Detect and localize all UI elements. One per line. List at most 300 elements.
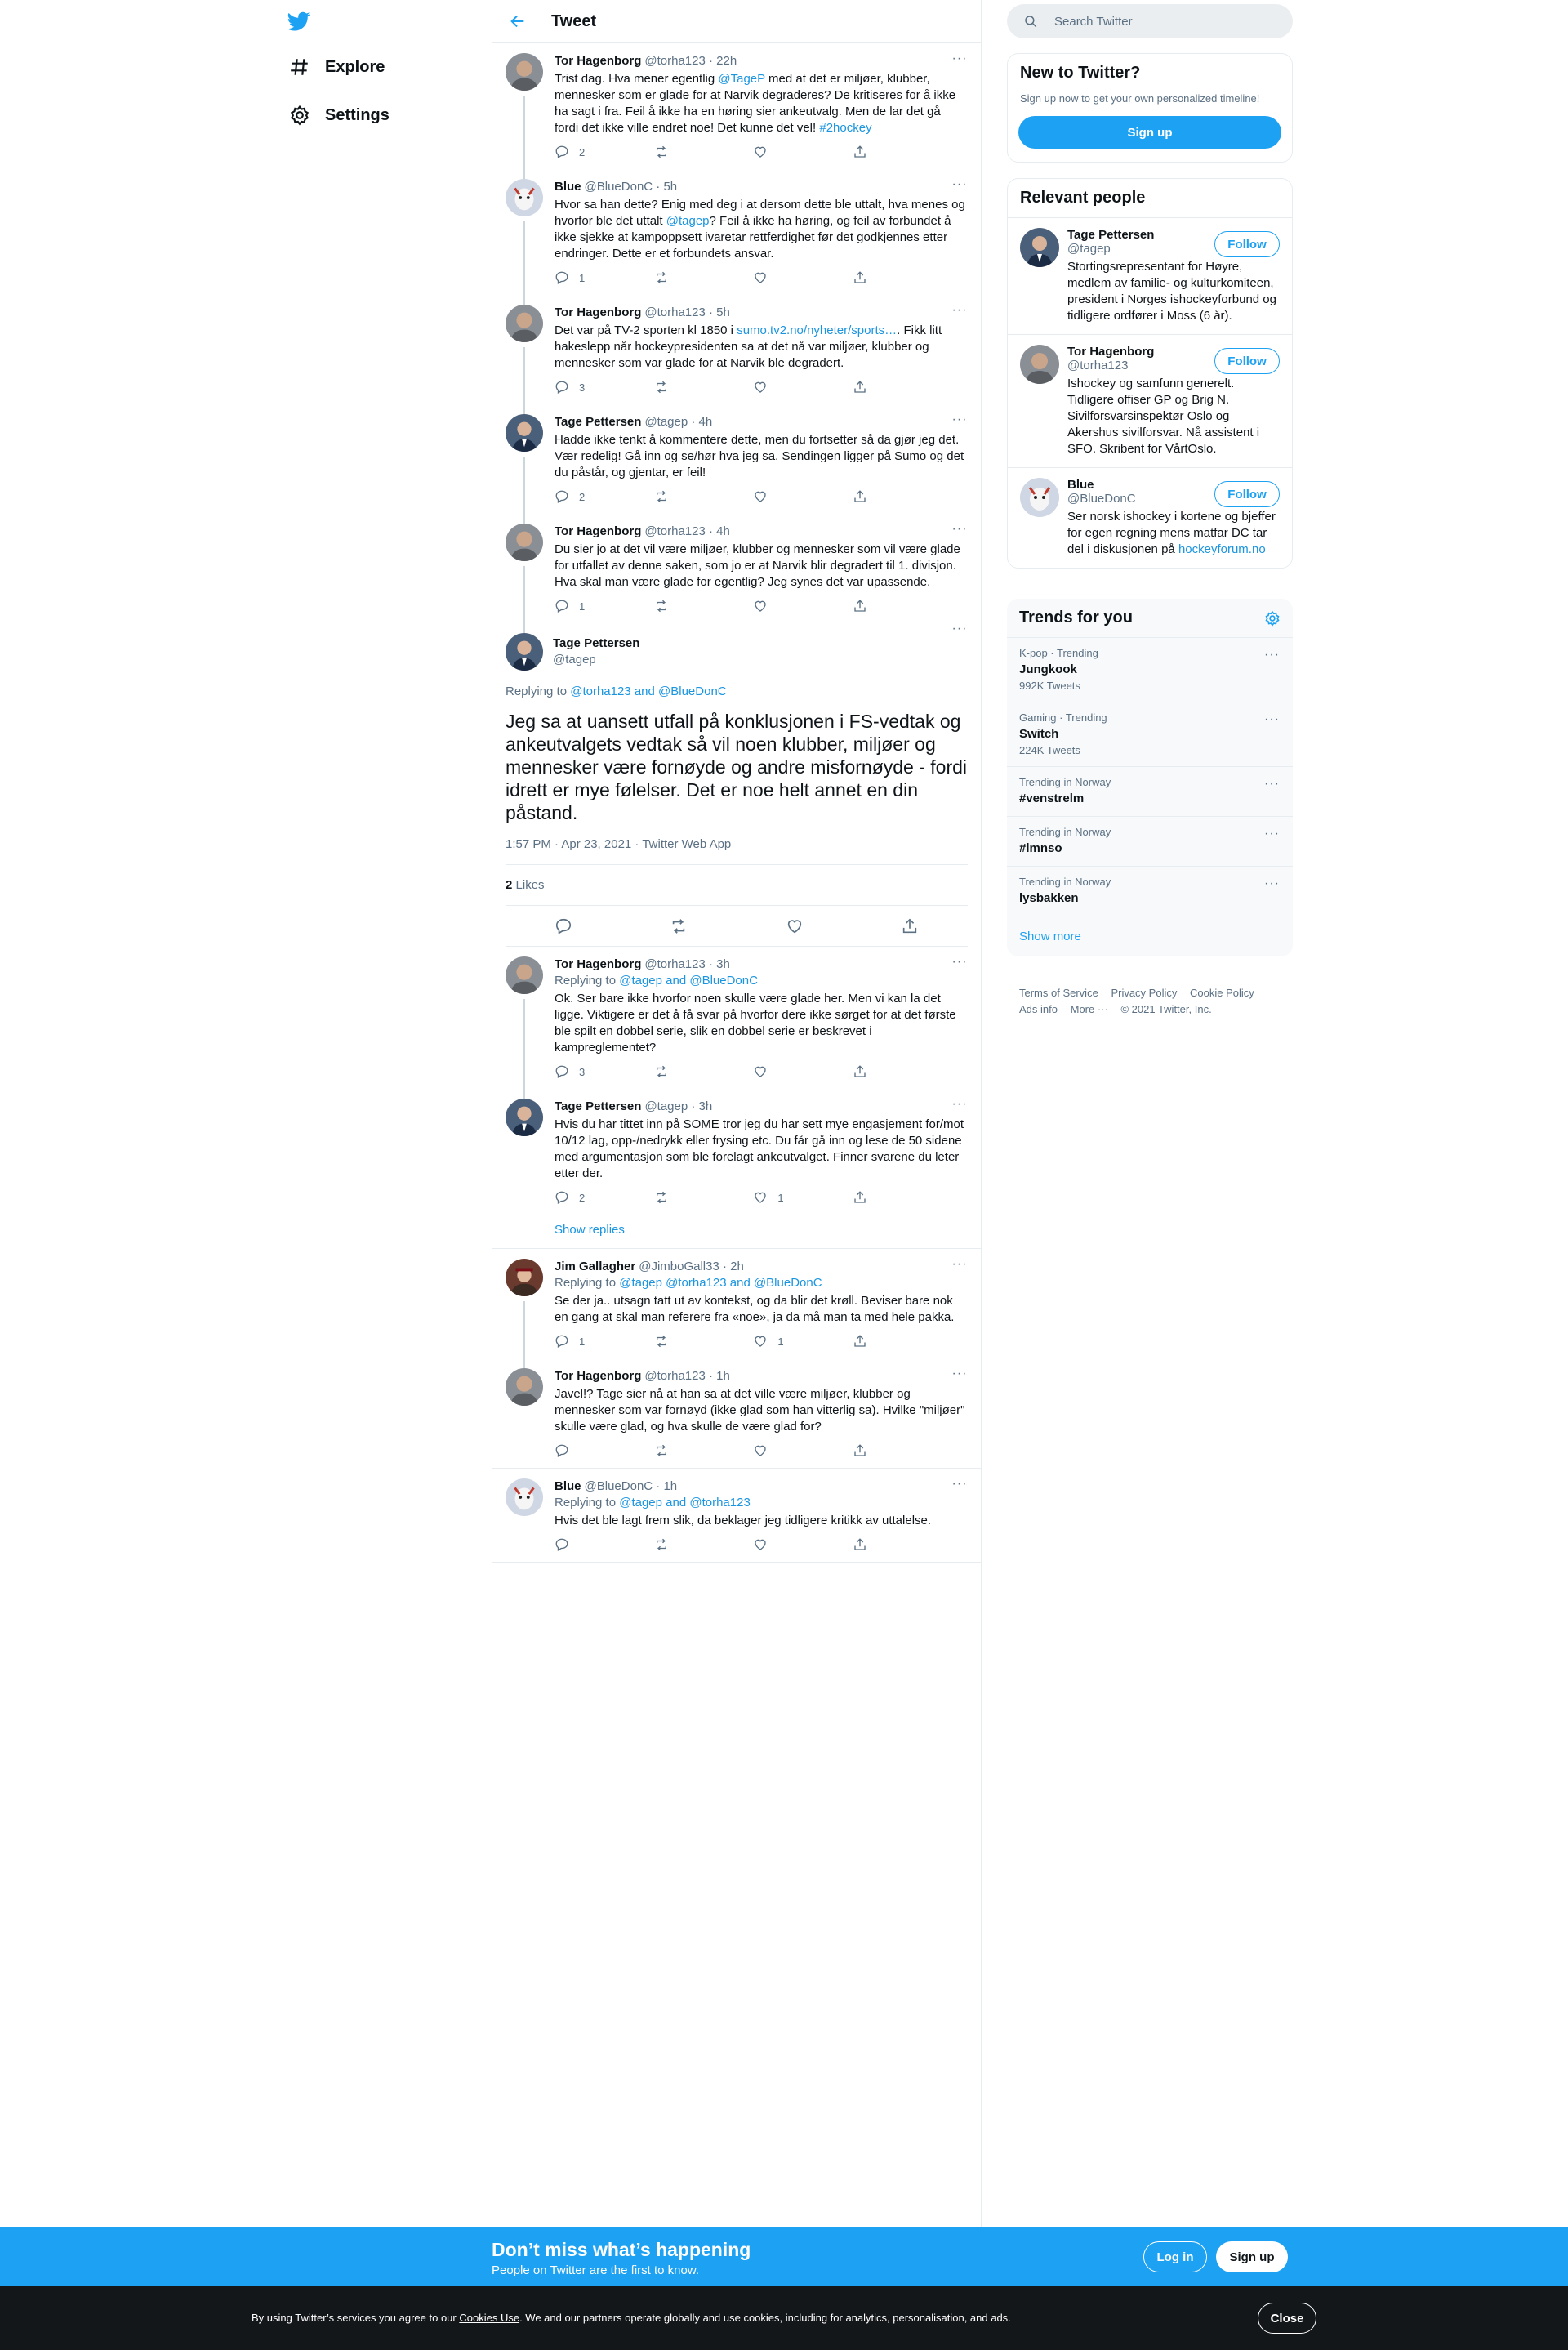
like-icon <box>753 1190 768 1205</box>
author-name[interactable]: Tor Hagenborg <box>555 1369 642 1383</box>
avatar[interactable] <box>506 414 543 452</box>
share-icon <box>853 1064 867 1079</box>
trend-name: lysbakken <box>1019 891 1079 905</box>
tweet-text-part: med at det er miljøer, klubber, mennesker som er glade for at Narvik degraderes? De kritiseres for å ikke ha sagt i fra. Feil å ikke ha en høring sier ankeutvalg. Men de lar det gå fordi det ikke ville endret noe! Det kunne det vel! <box>555 72 956 135</box>
like-button[interactable] <box>753 1334 802 1349</box>
person-bio-text: Ser norsk ishockey i kortene og bjeffer for egen regning mens matfar DC tar del i diskusjonen på <box>1067 510 1276 556</box>
more-options-icon[interactable]: ··· <box>951 51 968 65</box>
tweet-text: Se der ja.. utsagn tatt ut av kontekst, og da blir det krøll. Beviser bare nok en gang at skal man referere fra «noe», ja da må man ta med hele pakka. <box>555 1294 955 1324</box>
tweet-time[interactable]: · 1h <box>709 1369 730 1383</box>
replying-to <box>506 684 968 700</box>
share-button[interactable] <box>853 1064 902 1079</box>
like-button[interactable] <box>753 1064 802 1079</box>
reply-icon <box>555 1064 569 1079</box>
trends-card <box>1007 599 1293 956</box>
trend-meta: Gaming · Trending <box>1019 711 1107 724</box>
reply-count: 1 <box>579 1335 586 1348</box>
retweet-icon <box>654 1334 669 1349</box>
more-options-icon[interactable]: ··· <box>951 522 968 536</box>
search-input[interactable] <box>1007 4 1293 38</box>
tweet-header <box>555 524 968 540</box>
more-options-icon[interactable]: ··· <box>1264 876 1280 890</box>
like-icon <box>753 489 768 504</box>
tweet-header <box>555 1368 968 1385</box>
new-to-twitter-subtitle: Sign up now to get your own personalized timeline! <box>1020 92 1260 105</box>
retweet-icon <box>654 489 669 504</box>
like-icon[interactable] <box>786 917 804 935</box>
avatar[interactable] <box>506 1478 543 1516</box>
sidebar-signup-button[interactable]: Sign up <box>1018 116 1281 149</box>
share-icon <box>853 1190 867 1205</box>
search-placeholder: Search Twitter <box>1054 14 1133 29</box>
trend-count: 224K Tweets <box>1019 744 1080 756</box>
person-name[interactable]: Blue <box>1067 478 1094 492</box>
more-options-icon[interactable]: ··· <box>951 1367 968 1380</box>
tweet[interactable] <box>492 404 981 514</box>
trend-meta: Trending in Norway <box>1019 776 1111 788</box>
person-bio-text: Stortingsrepresentant for Høyre, medlem av familie- og kulturkomiteen, president i Norges ishockeyforbund og tidligere ordfører i Moss (6 år). <box>1067 260 1276 323</box>
tweet-text <box>555 432 968 481</box>
tweet-actions <box>555 1443 902 1458</box>
reply-count: 3 <box>579 381 586 394</box>
footer-links <box>1019 985 1264 1018</box>
author-handle[interactable]: @torha123 <box>644 305 706 319</box>
login-button[interactable]: Log in <box>1143 2241 1207 2272</box>
author-name[interactable]: Tor Hagenborg <box>555 957 642 971</box>
relevant-people-card <box>1007 178 1293 569</box>
reply-icon <box>555 489 569 504</box>
reply-count: 1 <box>579 271 586 284</box>
signup-button[interactable]: Sign up <box>1216 2241 1288 2272</box>
tweet-time[interactable]: · 4h <box>709 524 730 538</box>
tweet-text-part: Det var på TV-2 sporten kl 1850 i <box>555 323 737 337</box>
author-handle[interactable]: @JimboGall33 <box>639 1260 719 1273</box>
reply-count: 1 <box>579 600 586 613</box>
retweet-icon <box>654 1443 669 1458</box>
thread-line <box>523 96 525 179</box>
share-button[interactable] <box>853 1537 902 1552</box>
follow-button[interactable]: Follow <box>1214 348 1280 374</box>
focused-tweet-text: Jeg sa at uansett utfall på konklusjonen i FS-vedtak og ankeutvalgets vedtak så vil noen klubber, miljøer og mennesker være fornøyde og andre misfornøyde - fordi idrett er mye følelser. Det er noe helt annet en din påstand. <box>506 711 968 823</box>
author-handle[interactable]: @BlueDonC <box>584 180 653 194</box>
login-promo-banner <box>0 2227 1568 2286</box>
tweet[interactable] <box>492 43 981 169</box>
show-more-trends-link[interactable]: Show more <box>1007 916 1293 956</box>
reply-count: 2 <box>579 145 586 158</box>
replying-to: Replying to @tagep and @BlueDonC <box>555 974 758 988</box>
reply-icon <box>555 270 569 285</box>
trend-item[interactable] <box>1007 866 1293 916</box>
share-icon <box>853 1334 867 1349</box>
reply-icon <box>555 599 569 613</box>
like-button[interactable] <box>753 1443 802 1458</box>
share-icon <box>853 270 867 285</box>
author-handle[interactable]: @torha123 <box>644 524 706 538</box>
avatar[interactable] <box>506 53 543 91</box>
reply-count: 2 <box>579 490 586 503</box>
more-options-icon[interactable]: ··· <box>1264 827 1280 841</box>
reply-icon <box>555 380 569 395</box>
trend-meta: Trending in Norway <box>1019 826 1111 838</box>
like-button[interactable] <box>753 599 802 613</box>
tweet[interactable] <box>492 169 981 295</box>
share-button[interactable] <box>853 1334 902 1349</box>
avatar[interactable] <box>1020 345 1059 384</box>
reply-button[interactable] <box>555 1334 604 1349</box>
trend-count: 992K Tweets <box>1019 680 1080 692</box>
people-list <box>1008 217 1292 568</box>
retweet-button[interactable] <box>654 489 703 504</box>
tweet-text <box>555 197 968 262</box>
like-icon <box>753 599 768 613</box>
reply-button[interactable] <box>555 1537 604 1552</box>
tweet-text: Javel!? Tage sier nå at han sa at det ville være miljøer, klubber og mennesker som var fornøyd (ikke glad som han vitterlig sa). Hvilke "miljøer" skulle være glad, og hva skulle de være glad for? <box>555 1387 965 1434</box>
like-icon <box>753 145 768 159</box>
terms-link[interactable]: Terms of Service <box>1019 987 1098 999</box>
like-icon <box>753 1064 768 1079</box>
tweet-text: Hvis det ble lagt frem slik, da beklager jeg tidligere kritikk av uttalelse. <box>555 1514 932 1527</box>
author-name[interactable]: Tage Pettersen <box>555 415 642 429</box>
like-icon <box>753 380 768 395</box>
person-handle[interactable]: @BlueDonC <box>1067 492 1136 506</box>
author-name[interactable]: Tor Hagenborg <box>555 305 642 319</box>
back-arrow-icon[interactable] <box>509 12 527 30</box>
replying-to-links[interactable]: @tagep @torha123 and @BlueDonC <box>619 1276 822 1290</box>
thread-above <box>492 43 981 623</box>
cookie-close-button[interactable]: Close <box>1258 2303 1316 2334</box>
person-bio <box>1067 509 1276 558</box>
retweet-button[interactable] <box>654 1443 703 1458</box>
author-handle[interactable]: @tagep <box>553 653 596 667</box>
relevant-person[interactable] <box>1008 334 1292 467</box>
share-button[interactable] <box>853 1190 902 1205</box>
tweet-time[interactable]: · 22h <box>709 54 737 68</box>
tweet-actions <box>555 380 902 395</box>
author-name[interactable]: Jim Gallagher <box>555 1260 636 1273</box>
author-handle[interactable]: @torha123 <box>644 1369 706 1383</box>
cookie-policy-link[interactable]: Cookie Policy <box>1189 987 1254 999</box>
tweet-text-part: . Fikk litt hakeslepp når hockeypresidenten sa at det nå var miljøer, klubber og mennesker som var glade for at Narvik ble degradert. <box>555 323 942 370</box>
person-bio-text: Ishockey og samfunn generelt. Tidligere offiser GP og Brig N. Sivilforsvarsinspektør Oslo og Akershus sivilforsvar. Nå assistent i SFO. Skribent for VårtOslo. <box>1067 377 1260 456</box>
tweet-actions <box>555 270 902 285</box>
author-name[interactable]: Tage Pettersen <box>555 1099 642 1113</box>
author-handle[interactable]: @BlueDonC <box>584 1479 653 1493</box>
reply-button[interactable] <box>555 489 604 504</box>
share-button[interactable] <box>853 270 902 285</box>
share-icon[interactable] <box>901 917 919 935</box>
replying-to-links[interactable]: @tagep and @torha123 <box>619 1496 751 1509</box>
nav-explore[interactable] <box>289 47 385 87</box>
like-button[interactable] <box>753 1190 802 1205</box>
like-icon <box>753 270 768 285</box>
reply-icon <box>555 145 569 159</box>
reply-icon[interactable] <box>555 917 572 935</box>
tweet-header <box>555 1478 968 1495</box>
tweet-actions <box>555 1334 902 1349</box>
like-icon <box>753 1443 768 1458</box>
trend-item[interactable] <box>1007 637 1293 702</box>
tweet-time[interactable]: · 5h <box>709 305 730 319</box>
tweet-time[interactable]: · 4h <box>691 415 713 429</box>
tweet[interactable] <box>492 1469 981 1563</box>
main-column <box>492 0 982 2350</box>
tweet[interactable] <box>492 1249 981 1358</box>
person-bio-link[interactable]: hockeyforum.no <box>1178 542 1266 556</box>
more-options-icon[interactable]: ··· <box>1264 712 1280 726</box>
share-button[interactable] <box>853 1443 902 1458</box>
nav-settings[interactable] <box>289 95 390 136</box>
tweet-text-part: Hadde ikke tenkt å kommentere dette, men du fortsetter så da gjør jeg det. Vær redelig! Gå inn og se/hør hva jeg sa. Sendingen ligger på Sumo og det du påstår, og gjentar, er feil! <box>555 433 964 479</box>
retweet-icon <box>654 1190 669 1205</box>
trend-name: Switch <box>1019 727 1059 741</box>
avatar[interactable] <box>506 179 543 216</box>
retweet-icon[interactable] <box>670 917 688 935</box>
reply-button[interactable] <box>555 380 604 395</box>
tweet-timestamp[interactable]: 1:57 PM · Apr 23, 2021 · Twitter Web App <box>506 837 968 865</box>
tweet-text-part: Du sier jo at det vil være miljøer, klubber og mennesker som vil være glade for utfallet av denne saken, som jo er at Narvik blir degradert til 1. divisjon. Hva skal man være glade for egentlig? Jeg synes det var upassende. <box>555 542 960 589</box>
settings-gear-icon[interactable] <box>1264 610 1281 627</box>
reply-button[interactable] <box>555 1190 604 1205</box>
like-button[interactable] <box>753 145 802 159</box>
like-button[interactable] <box>753 380 802 395</box>
follow-button[interactable]: Follow <box>1214 481 1280 507</box>
tweet-link[interactable]: @tagep <box>666 214 710 228</box>
reply-icon <box>555 1537 569 1552</box>
focused-tweet-header <box>506 633 968 671</box>
author-handle[interactable]: @tagep <box>644 415 688 429</box>
share-icon <box>853 145 867 159</box>
reply-button[interactable] <box>555 270 604 285</box>
likes-label: Likes <box>515 878 545 892</box>
trend-name: Jungkook <box>1019 662 1077 676</box>
tweet[interactable] <box>492 295 981 404</box>
share-icon <box>853 1443 867 1458</box>
author-name[interactable]: Tage Pettersen <box>553 636 640 650</box>
author-handle[interactable]: @tagep <box>644 1099 688 1113</box>
tweet-text <box>555 71 968 136</box>
replying-to: Replying to @tagep and @torha123 <box>555 1496 751 1509</box>
more-options-icon[interactable]: ··· <box>1264 648 1280 662</box>
more-options-icon[interactable]: ··· <box>951 303 968 317</box>
tweet-actions <box>555 599 902 613</box>
tweet-actions <box>555 1537 902 1552</box>
more-options-icon[interactable]: ··· <box>951 1257 968 1271</box>
avatar[interactable] <box>506 1099 543 1136</box>
reply-button[interactable] <box>555 1443 604 1458</box>
share-icon <box>853 380 867 395</box>
tweet-header <box>555 53 968 69</box>
avatar[interactable] <box>506 524 543 561</box>
hashtag-icon <box>289 56 310 78</box>
ads-info-link[interactable]: Ads info <box>1019 1003 1058 1015</box>
relevant-person[interactable] <box>1008 217 1292 334</box>
share-icon <box>853 1537 867 1552</box>
follow-button[interactable]: Follow <box>1214 231 1280 257</box>
cookie-text <box>252 2312 1011 2324</box>
like-button[interactable] <box>753 1537 802 1552</box>
trends-list <box>1007 637 1293 916</box>
retweet-button[interactable] <box>654 1537 703 1552</box>
share-button[interactable] <box>853 489 902 504</box>
tweet[interactable] <box>492 947 981 1089</box>
author-name[interactable]: Blue <box>555 1479 581 1493</box>
tweet-link[interactable]: @TageP <box>718 72 765 86</box>
avatar[interactable] <box>1020 228 1059 267</box>
cookies-use-link[interactable]: Cookies Use <box>459 2312 520 2324</box>
more-options-icon[interactable]: ··· <box>951 1097 968 1111</box>
focused-tweet <box>492 623 981 947</box>
tweet-text: Hvis du har tittet inn på SOME tror jeg du har sett mye engasjement for/mot 10/12 lag, opp-/nedrykk eller frysing etc. Du får gå inn og lese de 50 sidene med argumentasjon som ble forelagt ankeutvalget. Finner svarene du leter etter der. <box>555 1117 964 1180</box>
cookie-banner <box>0 2286 1568 2350</box>
tweet-header <box>555 956 968 973</box>
replying-to: Replying to @tagep @torha123 and @BlueDonC <box>555 1276 822 1290</box>
more-options-icon[interactable]: ··· <box>951 622 968 635</box>
reply-button[interactable] <box>555 145 604 159</box>
promo-title: Don’t miss what’s happening <box>492 2239 751 2260</box>
like-icon <box>753 1334 768 1349</box>
tweet-text-part: Hvor sa han dette? Enig med deg i at dersom dette ble uttalt, hva menes og hvorfor ble det uttalt <box>555 198 965 228</box>
tweet[interactable] <box>492 1358 981 1469</box>
retweet-button[interactable] <box>654 599 703 613</box>
like-button[interactable] <box>753 489 802 504</box>
tweet[interactable] <box>492 514 981 623</box>
more-link[interactable]: More ··· <box>1070 1003 1108 1015</box>
replies-list <box>492 947 981 1563</box>
retweet-button[interactable] <box>654 145 703 159</box>
new-to-twitter-card <box>1007 53 1293 163</box>
reply-count: 3 <box>579 1065 586 1078</box>
cookie-text-before: By using Twitter’s services you agree to our <box>252 2312 460 2324</box>
retweet-icon <box>654 1537 669 1552</box>
avatar[interactable] <box>506 305 543 342</box>
trend-name: #lmnso <box>1019 841 1062 855</box>
relevant-person[interactable] <box>1008 467 1292 568</box>
tweet-time[interactable]: · 2h <box>723 1260 744 1273</box>
tweet-time[interactable]: · 3h <box>709 957 730 971</box>
share-icon <box>853 599 867 613</box>
focused-tweet-actions <box>506 906 968 947</box>
reply-count: 2 <box>579 1191 586 1204</box>
trend-item[interactable] <box>1007 766 1293 816</box>
trend-item[interactable] <box>1007 816 1293 866</box>
reply-icon <box>555 1190 569 1205</box>
avatar[interactable] <box>1020 478 1059 517</box>
twitter-logo-icon[interactable] <box>286 10 312 33</box>
tweet-time[interactable]: · 3h <box>691 1099 713 1113</box>
person-name[interactable]: Tor Hagenborg <box>1067 345 1155 359</box>
share-icon <box>853 489 867 504</box>
gear-icon <box>289 105 310 126</box>
privacy-link[interactable]: Privacy Policy <box>1111 987 1178 999</box>
page-title: Tweet <box>551 11 597 30</box>
share-button[interactable] <box>853 145 902 159</box>
person-bio <box>1067 259 1276 324</box>
author-name[interactable]: Tor Hagenborg <box>555 54 642 68</box>
trend-meta: Trending in Norway <box>1019 876 1111 888</box>
retweet-icon <box>654 599 669 613</box>
main-header <box>492 0 981 43</box>
new-to-twitter-title: New to Twitter? <box>1020 64 1141 82</box>
copyright: © 2021 Twitter, Inc. <box>1120 1003 1212 1015</box>
tweet-text <box>555 323 968 372</box>
show-replies-link[interactable]: Show replies <box>492 1215 981 1249</box>
tweet-actions <box>555 1064 902 1079</box>
author-handle[interactable]: @torha123 <box>644 957 706 971</box>
retweet-button[interactable] <box>654 1064 703 1079</box>
like-button[interactable] <box>753 270 802 285</box>
person-name[interactable]: Tage Pettersen <box>1067 228 1155 242</box>
promo-subtitle: People on Twitter are the first to know. <box>492 2263 700 2277</box>
retweet-button[interactable] <box>654 1334 703 1349</box>
nav-settings-label: Settings <box>325 105 390 124</box>
tweet-text-part: ? Feil å ikke ha høring, og feil av forbundet å ikke sjekke at kampoppsett ivaretar rettferdighet før det godkjennes etter endringer. Dette er et forbundets ansvar. <box>555 214 951 261</box>
more-options-icon[interactable]: ··· <box>1264 777 1280 791</box>
retweet-button[interactable] <box>654 270 703 285</box>
tweet-header <box>555 1259 968 1275</box>
person-handle[interactable]: @torha123 <box>1067 359 1129 372</box>
author-name[interactable]: Tor Hagenborg <box>555 524 642 538</box>
share-button[interactable] <box>853 380 902 395</box>
person-handle[interactable]: @tagep <box>1067 242 1111 256</box>
avatar[interactable] <box>506 1259 543 1296</box>
share-button[interactable] <box>853 599 902 613</box>
reply-button[interactable] <box>555 599 604 613</box>
retweet-button[interactable] <box>654 380 703 395</box>
thread-line <box>523 221 525 305</box>
tweet-text <box>555 542 968 591</box>
tweet-header <box>555 1099 968 1115</box>
retweet-icon <box>654 380 669 395</box>
likes-number: 2 <box>506 878 513 892</box>
avatar[interactable] <box>506 1368 543 1406</box>
replying-to-links[interactable]: @tagep and @BlueDonC <box>619 974 758 988</box>
tweet-header <box>555 305 968 321</box>
retweet-button[interactable] <box>654 1190 703 1205</box>
more-options-icon[interactable]: ··· <box>951 412 968 426</box>
more-options-icon[interactable]: ··· <box>951 177 968 191</box>
tweet[interactable] <box>492 1089 981 1215</box>
tweet-link[interactable]: sumo.tv2.no/nyheter/sports… <box>737 323 898 337</box>
tweet-actions <box>555 489 902 504</box>
tweet-text-part: Trist dag. Hva mener egentlig <box>555 72 719 86</box>
relevant-people-title: Relevant people <box>1020 189 1146 207</box>
more-options-icon[interactable]: ··· <box>951 1477 968 1491</box>
reply-button[interactable] <box>555 1064 604 1079</box>
retweet-icon <box>654 145 669 159</box>
more-options-icon[interactable]: ··· <box>951 955 968 969</box>
tweet-header <box>555 179 968 195</box>
trends-title: Trends for you <box>1019 609 1133 627</box>
cookie-text-after: . We and our partners operate globally and use cookies, including for analytics, personalisation, and ads. <box>519 2312 1011 2324</box>
retweet-icon <box>654 1064 669 1079</box>
author-handle[interactable]: @torha123 <box>644 54 706 68</box>
tweet-time[interactable]: · 1h <box>656 1479 678 1493</box>
like-count: 1 <box>777 1335 784 1348</box>
tweet-link[interactable]: #2hockey <box>819 121 872 135</box>
tweet-time[interactable]: · 5h <box>656 180 678 194</box>
tweet-text: Ok. Ser bare ikke hvorfor noen skulle være glade her. Men vi kan la det ligge. Viktigere er det å få svar på hvorfor dere ikke sørget for at det første ble spilt en dobbel serie, slik en dobbel serie er beskrevet i kampreglementet? <box>555 992 956 1055</box>
retweet-icon <box>654 270 669 285</box>
replying-to-links[interactable]: @torha123 and @BlueDonC <box>570 684 727 698</box>
likes-count[interactable] <box>506 865 968 906</box>
thread-line <box>523 999 525 1099</box>
trend-name: #venstrelm <box>1019 792 1085 805</box>
author-name[interactable]: Blue <box>555 180 581 194</box>
avatar[interactable] <box>506 956 543 994</box>
trend-item[interactable] <box>1007 702 1293 766</box>
avatar[interactable] <box>506 633 543 671</box>
reply-icon <box>555 1334 569 1349</box>
